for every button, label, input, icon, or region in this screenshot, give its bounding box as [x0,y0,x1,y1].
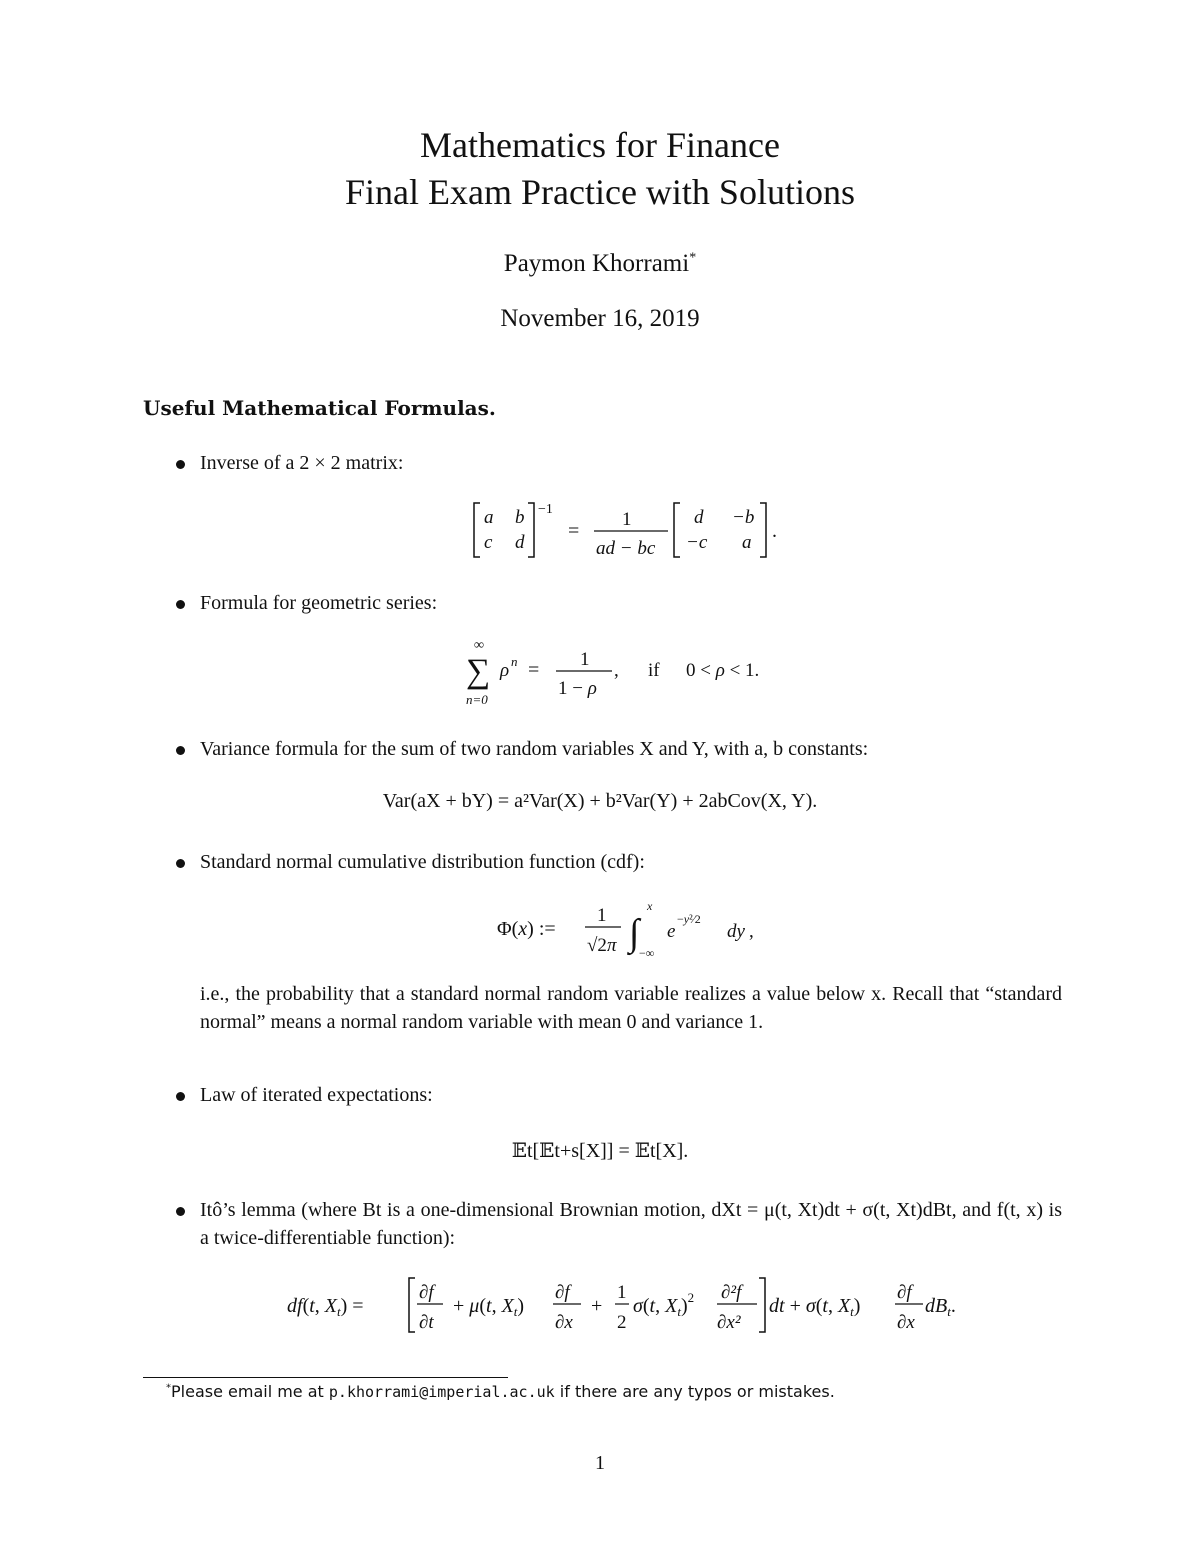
svg-text:−c: −c [686,532,708,553]
bullet [176,746,185,755]
svg-text:σ(t, Xt)2: σ(t, $X_t)^2$ [633,1290,695,1319]
footnote-text-before: Please email me at [171,1382,329,1401]
svg-text:−y²⁄2: −y²⁄2 [677,912,701,926]
svg-text:Φ(x) :=: Φ(x) := [497,918,556,940]
svg-text:√2π: √2π [587,935,617,956]
svg-text:−b: −b [732,507,755,528]
svg-text:+ μ(t, Xt): + μ(t, $X_t$) [453,1295,525,1319]
footnote-rule [143,1377,508,1378]
svg-text:∫: ∫ [629,912,640,954]
svg-text:,: , [614,660,619,681]
normal-explanation: i.e., the probability that a standard normal random variable realizes a value below x. Recall that “standard normal” means a normal random variable with mean 0 and variance 1. [200,983,1062,1033]
svg-text:1: 1 [617,1282,627,1303]
svg-text:if: if [648,660,660,681]
item-variance-label: Variance formula for the sum of two random variables X and Y, with a, b constants: [200,738,869,760]
svg-text:+: + [591,1295,603,1317]
svg-text:∂t: ∂t [419,1312,434,1333]
item-matrix-label: Inverse of a 2 × 2 matrix: [200,452,404,474]
svg-text:−∞: −∞ [639,946,655,960]
item-geometric-label: Formula for geometric series: [200,592,438,614]
bullet [176,1092,185,1101]
svg-text:dt + σ(t, Xt): dt + σ(t, $X_t$) [769,1295,861,1319]
bullet [176,859,185,868]
svg-text:∞: ∞ [474,638,484,653]
svg-text:dy: dy [727,921,745,942]
title-line-2: Final Exam Practice with Solutions [345,172,855,212]
svg-text:ρ: ρ [500,660,510,681]
svg-text:d: d [694,507,704,528]
svg-text:n: n [511,654,518,669]
item-ito-label: Itô’s lemma (where Bt is a one-dimensional Brownian motion, dXt = μ(t, Xt)dt + σ(t, Xt)dBt, and f(t, x) is a twice-differentiable function): [200,1199,1062,1249]
svg-text:∂x²: ∂x² [717,1312,741,1333]
author-name: Paymon Khorrami [503,250,690,277]
ito-lemma-equation [285,1270,985,1340]
svg-text:.: . [772,520,777,542]
item-normal-label: Standard normal cumulative distribution function (cdf): [200,851,645,873]
svg-text:∂x: ∂x [555,1312,573,1333]
bullet [176,1207,185,1216]
svg-text:e: e [667,921,676,942]
svg-text:0 < ρ < 1.: 0 < ρ < 1. [686,660,760,681]
iterated-expectations-equation: 𝔼t[𝔼t+s[X]] = 𝔼t[X]. [511,1140,689,1162]
svg-text:a: a [742,532,752,553]
author-footnote-mark: * [689,250,697,266]
svg-text:−1: −1 [538,502,553,517]
svg-text:∂x: ∂x [897,1312,915,1333]
bullet [176,460,185,469]
svg-text:∑: ∑ [466,653,491,690]
normal-cdf-equation [495,893,775,968]
variance-equation: Var(aX + bY) = a²Var(X) + b²Var(Y) + 2abCov(X, Y). [382,790,818,812]
svg-text:n=0: n=0 [466,692,488,707]
svg-text:1 − ρ: 1 − ρ [558,678,597,699]
svg-text:d: d [515,532,525,553]
footnote-text-after: if there are any typos or mistakes. [554,1382,835,1401]
section-heading: Useful Mathematical Formulas. [143,396,496,420]
bullet [176,600,185,609]
footnote [166,1382,835,1401]
svg-text:dBt.: $dB_t$. [925,1295,956,1319]
page-number: 1 [595,1452,605,1474]
item-iterated-label: Law of iterated expectations: [200,1084,433,1106]
title-line-1: Mathematics for Finance [420,125,780,165]
footnote-mark: * [166,1382,171,1394]
svg-text:ad − bc: ad − bc [596,538,656,559]
svg-text:=: = [528,659,540,681]
svg-text:b: b [515,507,525,528]
date: November 16, 2019 [500,305,700,332]
svg-text:∂²f: ∂²f [721,1282,742,1303]
author [0,250,1200,278]
svg-text:∂f: ∂f [419,1282,434,1303]
svg-text:1: 1 [580,649,590,670]
svg-text:c: c [484,532,493,553]
geometric-series-equation [460,632,800,712]
svg-text:a: a [484,507,494,528]
svg-text:1: 1 [597,905,607,926]
svg-text:∂f: ∂f [555,1282,570,1303]
svg-text:2: 2 [617,1312,627,1333]
svg-text:=: = [568,520,580,542]
svg-text:,: , [749,921,754,942]
svg-text:1: 1 [622,509,632,530]
svg-text:x: x [647,899,653,913]
matrix-inverse-equation [470,495,800,565]
svg-text:df(t, Xt) =: df(t, $X_t$) = [287,1295,364,1319]
footnote-email: p.khorrami@imperial.ac.uk [328,1383,555,1401]
svg-text:∂f: ∂f [897,1282,912,1303]
